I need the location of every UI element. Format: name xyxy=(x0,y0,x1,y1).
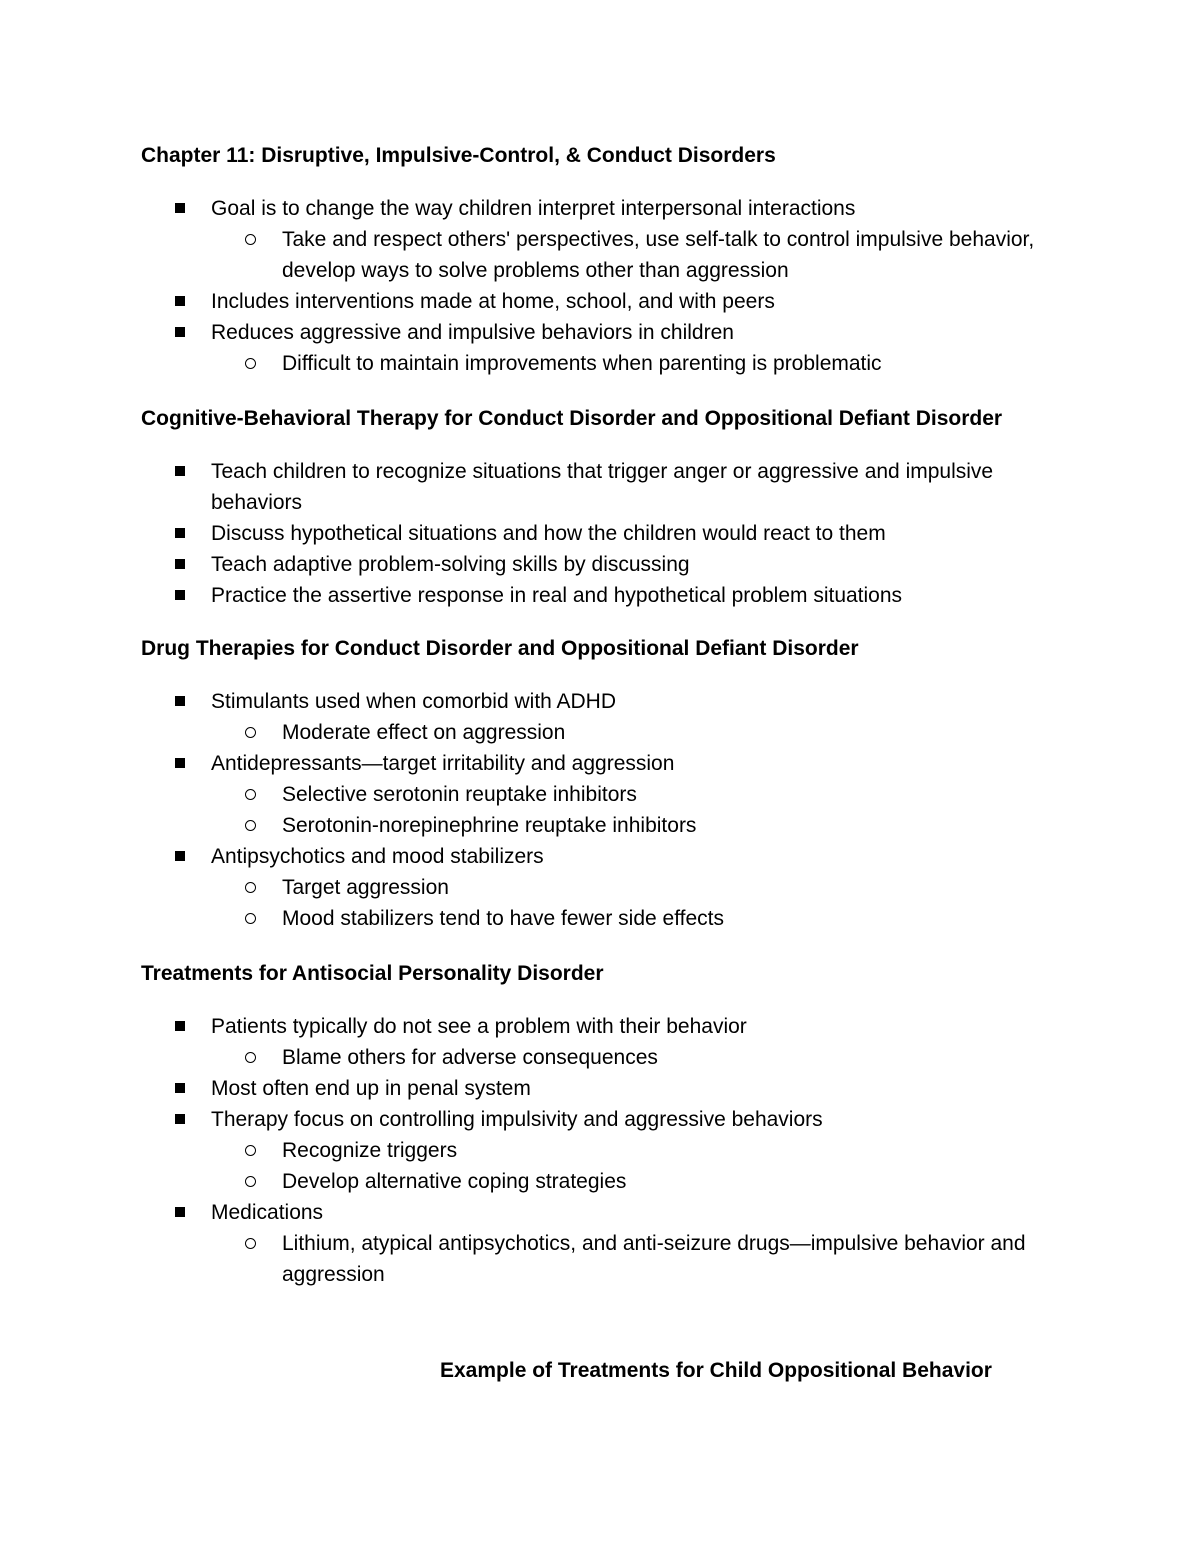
list-item: Discuss hypothetical situations and how the children would react to them xyxy=(141,518,1061,549)
sub-list-item: Target aggression xyxy=(141,872,1061,903)
circle-bullet-icon xyxy=(245,810,256,841)
sub-list-item: Blame others for adverse consequences xyxy=(141,1042,1061,1073)
list-item: Stimulants used when comorbid with ADHD xyxy=(141,686,1061,717)
list-item: Includes interventions made at home, school, and with peers xyxy=(141,286,1061,317)
list-item: Antipsychotics and mood stabilizers xyxy=(141,841,1061,872)
list-item: Antidepressants—target irritability and aggression xyxy=(141,748,1061,779)
square-bullet-icon xyxy=(175,1104,185,1135)
list-item: Therapy focus on controlling impulsivity and aggressive behaviors xyxy=(141,1104,1061,1135)
circle-bullet-icon xyxy=(245,779,256,810)
sub-list-item: Lithium, atypical antipsychotics, and anti-seizure drugs—impulsive behavior and aggression xyxy=(141,1228,1061,1290)
square-bullet-icon xyxy=(175,748,185,779)
list-item: Patients typically do not see a problem with their behavior xyxy=(141,1011,1061,1042)
document-page xyxy=(141,140,1061,1314)
sub-list-item: Develop alternative coping strategies xyxy=(141,1166,1061,1197)
square-bullet-icon xyxy=(175,580,185,611)
circle-bullet-icon xyxy=(245,903,256,934)
square-bullet-icon xyxy=(175,1011,185,1042)
sub-list-item: Serotonin-norepinephrine reuptake inhibitors xyxy=(141,810,1061,841)
list-item: Medications xyxy=(141,1197,1061,1228)
circle-bullet-icon xyxy=(245,1042,256,1073)
circle-bullet-icon xyxy=(245,717,256,748)
list-item: Teach children to recognize situations that trigger anger or aggressive and impulsive behaviors xyxy=(141,456,1061,518)
square-bullet-icon xyxy=(175,317,185,348)
circle-bullet-icon xyxy=(245,348,256,379)
sub-list-item: Difficult to maintain improvements when parenting is problematic xyxy=(141,348,1061,379)
circle-bullet-icon xyxy=(245,872,256,903)
sub-list-item: Mood stabilizers tend to have fewer side effects xyxy=(141,903,1061,934)
section-antisocial xyxy=(141,958,1061,1290)
circle-bullet-icon xyxy=(245,1228,256,1259)
sub-list-item: Recognize triggers xyxy=(141,1135,1061,1166)
section-heading: Treatments for Antisocial Personality Disorder xyxy=(141,962,604,985)
list-item: Teach adaptive problem-solving skills by discussing xyxy=(141,549,1061,580)
square-bullet-icon xyxy=(175,1197,185,1228)
section-heading: Drug Therapies for Conduct Disorder and Oppositional Defiant Disorder xyxy=(141,637,859,660)
bullet-list xyxy=(141,1011,1061,1290)
square-bullet-icon xyxy=(175,193,185,224)
section-heading: Chapter 11: Disruptive, Impulsive-Control, & Conduct Disorders xyxy=(141,144,776,167)
section-cbt xyxy=(141,403,1061,611)
square-bullet-icon xyxy=(175,456,185,487)
section-chapter-11 xyxy=(141,140,1061,379)
circle-bullet-icon xyxy=(245,1166,256,1197)
square-bullet-icon xyxy=(175,549,185,580)
list-item: Most often end up in penal system xyxy=(141,1073,1061,1104)
circle-bullet-icon xyxy=(245,1135,256,1166)
square-bullet-icon xyxy=(175,518,185,549)
sub-list-item: Take and respect others' perspectives, use self-talk to control impulsive behavior, develop ways to solve problems other than aggression xyxy=(141,224,1061,286)
bullet-list xyxy=(141,193,1061,379)
section-drug-therapies xyxy=(141,633,1061,934)
example-heading: Example of Treatments for Child Oppositional Behavior xyxy=(440,1359,992,1382)
bullet-list xyxy=(141,686,1061,934)
list-item: Practice the assertive response in real and hypothetical problem situations xyxy=(141,580,1061,611)
square-bullet-icon xyxy=(175,841,185,872)
circle-bullet-icon xyxy=(245,224,256,255)
list-item: Reduces aggressive and impulsive behaviors in children xyxy=(141,317,1061,348)
sub-list-item: Selective serotonin reuptake inhibitors xyxy=(141,779,1061,810)
bullet-list xyxy=(141,456,1061,611)
sub-list-item: Moderate effect on aggression xyxy=(141,717,1061,748)
list-item: Goal is to change the way children interpret interpersonal interactions xyxy=(141,193,1061,224)
square-bullet-icon xyxy=(175,1073,185,1104)
square-bullet-icon xyxy=(175,686,185,717)
section-heading: Cognitive-Behavioral Therapy for Conduct Disorder and Oppositional Defiant Disorder xyxy=(141,407,1003,430)
square-bullet-icon xyxy=(175,286,185,317)
